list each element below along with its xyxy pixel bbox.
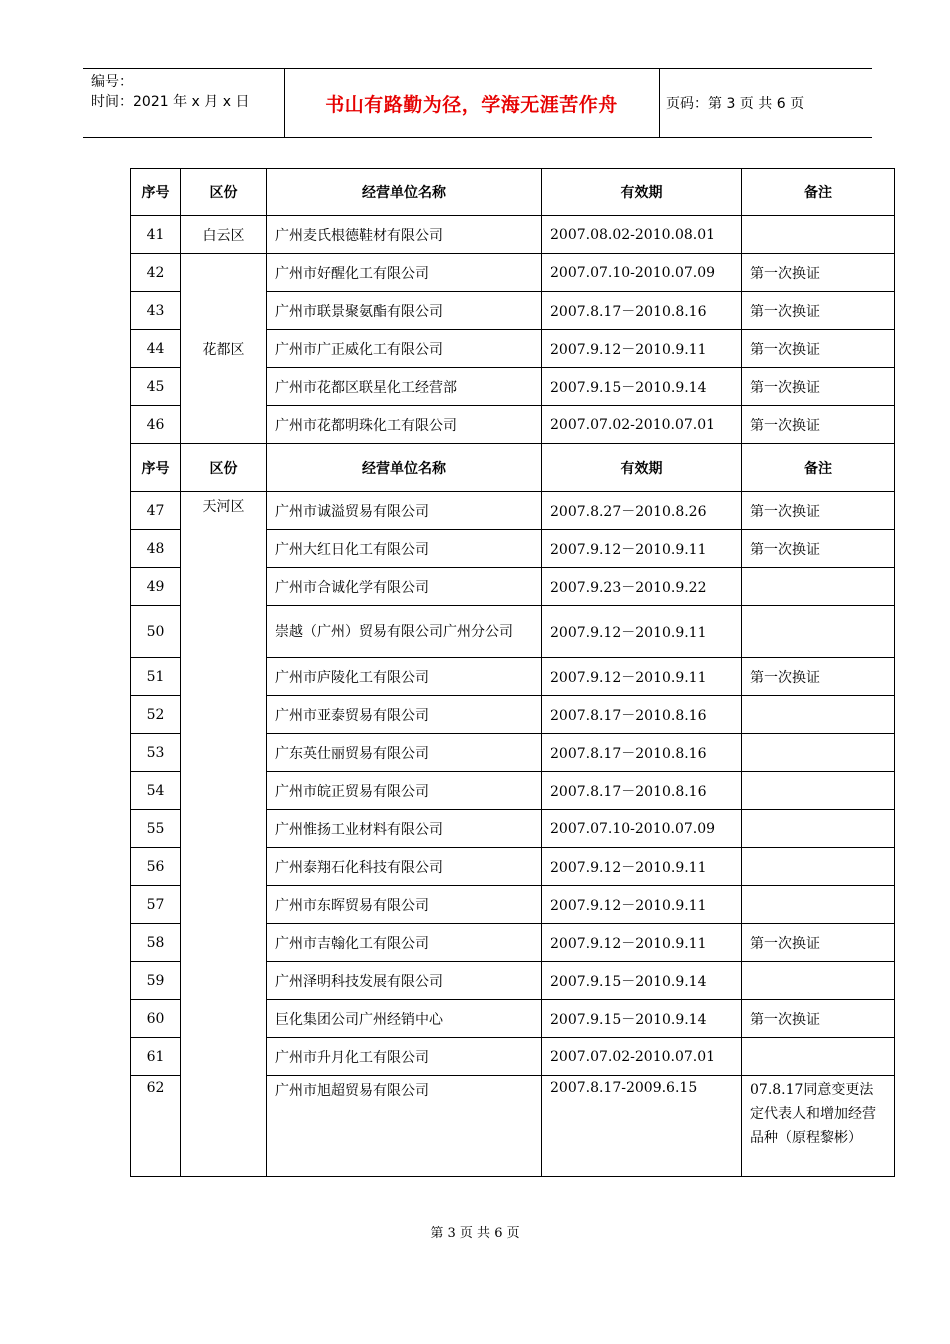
row-no: 55 xyxy=(131,810,181,848)
row-no: 42 xyxy=(131,254,181,292)
district-cell: 花都区 xyxy=(181,254,267,444)
row-no: 49 xyxy=(131,568,181,606)
note: 第一次换证 xyxy=(742,658,895,696)
company-name: 广州麦氏根德鞋材有限公司 xyxy=(267,216,542,254)
company-name: 广州市好醒化工有限公司 xyxy=(267,254,542,292)
table-row xyxy=(131,216,895,254)
company-name: 广州市东晖贸易有限公司 xyxy=(267,886,542,924)
note: 第一次换证 xyxy=(742,368,895,406)
valid-period: 2007.08.02-2010.08.01 xyxy=(542,216,742,254)
company-name: 广东英仕丽贸易有限公司 xyxy=(267,734,542,772)
col-header-company: 经营单位名称 xyxy=(267,444,542,492)
col-header-period: 有效期 xyxy=(542,444,742,492)
company-name: 广州市广正威化工有限公司 xyxy=(267,330,542,368)
company-name: 广州市花都区联星化工经营部 xyxy=(267,368,542,406)
row-no: 51 xyxy=(131,658,181,696)
note xyxy=(742,848,895,886)
valid-period: 2007.8.27－2010.8.26 xyxy=(542,492,742,530)
row-no: 43 xyxy=(131,292,181,330)
page-header xyxy=(83,68,872,138)
col-header-district: 区份 xyxy=(181,169,267,216)
note xyxy=(742,568,895,606)
valid-period: 2007.9.15－2010.9.14 xyxy=(542,962,742,1000)
row-no: 45 xyxy=(131,368,181,406)
company-name: 广州大红日化工有限公司 xyxy=(267,530,542,568)
company-name: 巨化集团公司广州经销中心 xyxy=(267,1000,542,1038)
note: 第一次换证 xyxy=(742,292,895,330)
note xyxy=(742,606,895,658)
note xyxy=(742,886,895,924)
header-motto: 书山有路勤为径，学海无涯苦作舟 xyxy=(325,93,618,116)
valid-period: 2007.9.12－2010.9.11 xyxy=(542,924,742,962)
note: 第一次换证 xyxy=(742,492,895,530)
row-no: 48 xyxy=(131,530,181,568)
valid-period: 2007.9.23－2010.9.22 xyxy=(542,568,742,606)
valid-period: 2007.9.12－2010.9.11 xyxy=(542,658,742,696)
company-name: 广州市吉翰化工有限公司 xyxy=(267,924,542,962)
company-name: 广州泰翔石化科技有限公司 xyxy=(267,848,542,886)
valid-period: 2007.07.02-2010.07.01 xyxy=(542,1038,742,1076)
company-name: 广州市旭超贸易有限公司 xyxy=(267,1076,542,1177)
row-no: 52 xyxy=(131,696,181,734)
valid-period: 2007.9.12－2010.9.11 xyxy=(542,606,742,658)
table-header-row xyxy=(131,444,895,492)
valid-period: 2007.9.12－2010.9.11 xyxy=(542,530,742,568)
row-no: 60 xyxy=(131,1000,181,1038)
col-header-note: 备注 xyxy=(742,444,895,492)
note xyxy=(742,696,895,734)
valid-period: 2007.9.15－2010.9.14 xyxy=(542,1000,742,1038)
row-no: 58 xyxy=(131,924,181,962)
note: 第一次换证 xyxy=(742,254,895,292)
note: 第一次换证 xyxy=(742,1000,895,1038)
valid-period: 2007.9.12－2010.9.11 xyxy=(542,330,742,368)
note xyxy=(742,216,895,254)
note: 07.8.17同意变更法定代表人和增加经营品种（原程黎彬） xyxy=(742,1076,895,1177)
row-no: 56 xyxy=(131,848,181,886)
row-no: 50 xyxy=(131,606,181,658)
col-header-no: 序号 xyxy=(131,444,181,492)
page-footer: 第 3 页 共 6 页 xyxy=(430,1226,520,1241)
company-name: 广州市诚溢贸易有限公司 xyxy=(267,492,542,530)
col-header-note: 备注 xyxy=(742,169,895,216)
header-divider xyxy=(659,69,660,137)
company-name: 广州市升月化工有限公司 xyxy=(267,1038,542,1076)
row-no: 53 xyxy=(131,734,181,772)
note xyxy=(742,772,895,810)
table-row xyxy=(131,254,895,292)
row-no: 62 xyxy=(131,1076,181,1177)
note: 第一次换证 xyxy=(742,530,895,568)
doc-time-label: 时间：2021 年 x 月 x 日 xyxy=(91,94,250,110)
col-header-district: 区份 xyxy=(181,444,267,492)
table-header-row xyxy=(131,169,895,216)
header-page-label: 页码：第 3 页 共 6 页 xyxy=(666,96,805,112)
header-meta xyxy=(91,72,249,112)
company-name: 广州泽明科技发展有限公司 xyxy=(267,962,542,1000)
valid-period: 2007.8.17－2010.8.16 xyxy=(542,292,742,330)
valid-period: 2007.9.12－2010.9.11 xyxy=(542,886,742,924)
note xyxy=(742,734,895,772)
col-header-no: 序号 xyxy=(131,169,181,216)
doc-code-label: 编号： xyxy=(91,74,133,90)
district-cell: 白云区 xyxy=(181,216,267,254)
row-no: 57 xyxy=(131,886,181,924)
company-name: 广州市合诚化学有限公司 xyxy=(267,568,542,606)
note: 第一次换证 xyxy=(742,406,895,444)
row-no: 61 xyxy=(131,1038,181,1076)
company-name: 广州市庐陵化工有限公司 xyxy=(267,658,542,696)
note: 第一次换证 xyxy=(742,924,895,962)
valid-period: 2007.07.10-2010.07.09 xyxy=(542,810,742,848)
valid-period: 2007.9.15－2010.9.14 xyxy=(542,368,742,406)
row-no: 59 xyxy=(131,962,181,1000)
company-name: 崇越（广州）贸易有限公司广州分公司 xyxy=(267,606,542,658)
row-no: 47 xyxy=(131,492,181,530)
valid-period: 2007.9.12－2010.9.11 xyxy=(542,848,742,886)
note xyxy=(742,810,895,848)
district-cell: 天河区 xyxy=(181,492,267,1177)
company-name: 广州市联景聚氨酯有限公司 xyxy=(267,292,542,330)
note xyxy=(742,1038,895,1076)
row-no: 46 xyxy=(131,406,181,444)
company-name: 广州惟扬工业材料有限公司 xyxy=(267,810,542,848)
company-name: 广州市皖正贸易有限公司 xyxy=(267,772,542,810)
row-no: 54 xyxy=(131,772,181,810)
row-no: 44 xyxy=(131,330,181,368)
valid-period: 2007.8.17－2010.8.16 xyxy=(542,696,742,734)
valid-period: 2007.8.17－2010.8.16 xyxy=(542,772,742,810)
company-name: 广州市花都明珠化工有限公司 xyxy=(267,406,542,444)
row-no: 41 xyxy=(131,216,181,254)
note: 第一次换证 xyxy=(742,330,895,368)
valid-period: 2007.07.02-2010.07.01 xyxy=(542,406,742,444)
company-name: 广州市亚泰贸易有限公司 xyxy=(267,696,542,734)
valid-period: 2007.07.10-2010.07.09 xyxy=(542,254,742,292)
col-header-period: 有效期 xyxy=(542,169,742,216)
valid-period: 2007.8.17－2010.8.16 xyxy=(542,734,742,772)
col-header-company: 经营单位名称 xyxy=(267,169,542,216)
licensee-table xyxy=(130,168,895,1177)
note xyxy=(742,962,895,1000)
table-row xyxy=(131,492,895,530)
valid-period: 2007.8.17-2009.6.15 xyxy=(542,1076,742,1177)
